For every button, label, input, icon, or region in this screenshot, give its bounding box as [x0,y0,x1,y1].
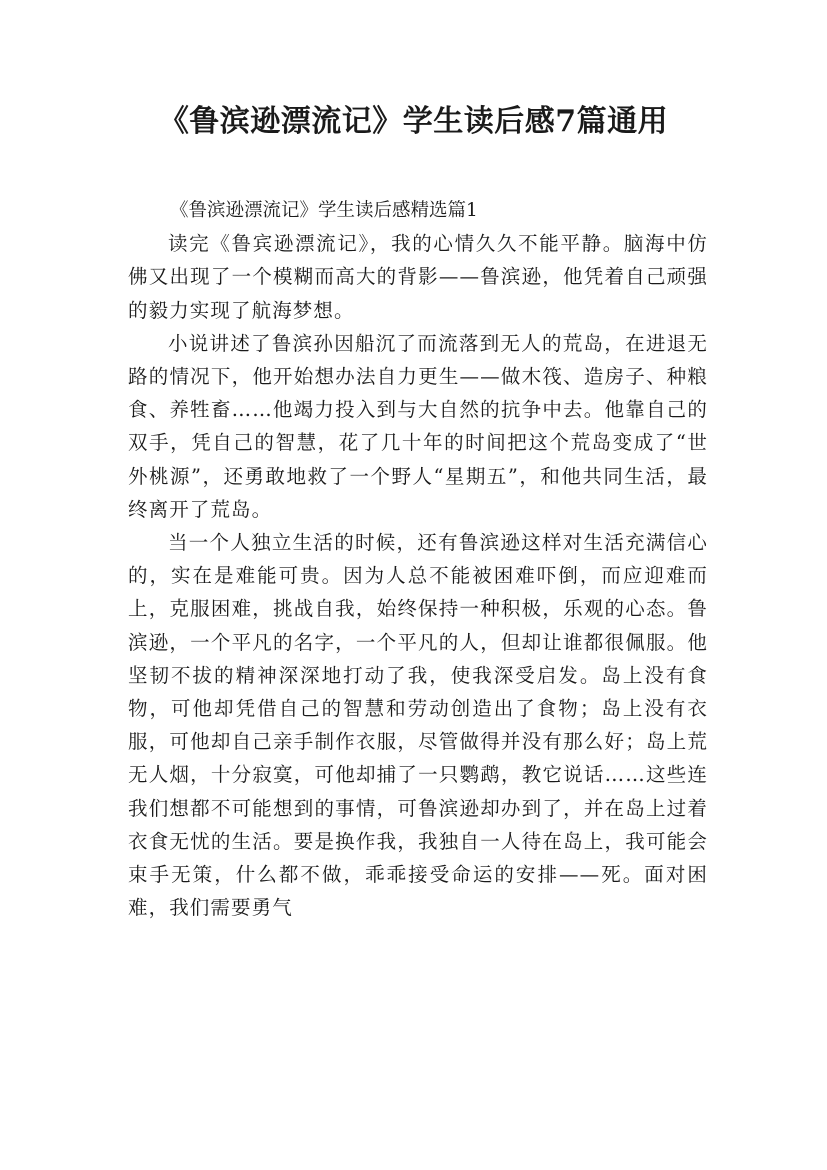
document-body [128,194,708,924]
paragraph-3: 当一个人独立生活的时候，还有鲁滨逊这样对生活充满信心的，实在是难能可贵。因为人总不能被困难吓倒，而应迎难而上，克服困难，挑战自我，始终保持一种积极，乐观的心态。鲁滨逊，一个平凡的名字，一个平凡的人，但却让谁都很佩服。他坚韧不拔的精神深深地打动了我，使我深受启发。岛上没有食物，可他却凭借自己的智慧和劳动创造出了食物；岛上没有衣服，可他却自己亲手制作衣服，尽管做得并没有那么好；岛上荒无人烟，十分寂寞，可他却捕了一只鹦鹉，教它说话……这些连我们想都不可能想到的事情，可鲁滨逊却办到了，并在岛上过着衣食无忧的生活。要是换作我，我独自一人待在岛上，我可能会束手无策，什么都不做，乖乖接受命运的安排——死。面对困难，我们需要勇气 [128,531,708,920]
section-heading: 《鲁滨逊漂流记》学生读后感精选篇1 [170,200,478,221]
paragraph-2: 小说讲述了鲁滨孙因船沉了而流落到无人的荒岛，在进退无路的情况下，他开始想办法自力更生——做木筏、造房子、种粮食、养牲畜……他竭力投入到与大自然的抗争中去。他靠自己的双手，凭自己的智慧，花了几十年的时间把这个荒岛变成了“世外桃源”，还勇敢地救了一个野人“星期五”，和他共同生活，最终离开了荒岛。 [128,331,708,521]
paragraph-1: 读完《鲁宾逊漂流记》，我的心情久久不能平静。脑海中仿佛又出现了一个模糊而高大的背影——鲁滨逊，他凭着自己顽强的毅力实现了航海梦想。 [128,232,708,322]
document-title: 《鲁滨逊漂流记》学生读后感7篇通用 [158,104,669,139]
